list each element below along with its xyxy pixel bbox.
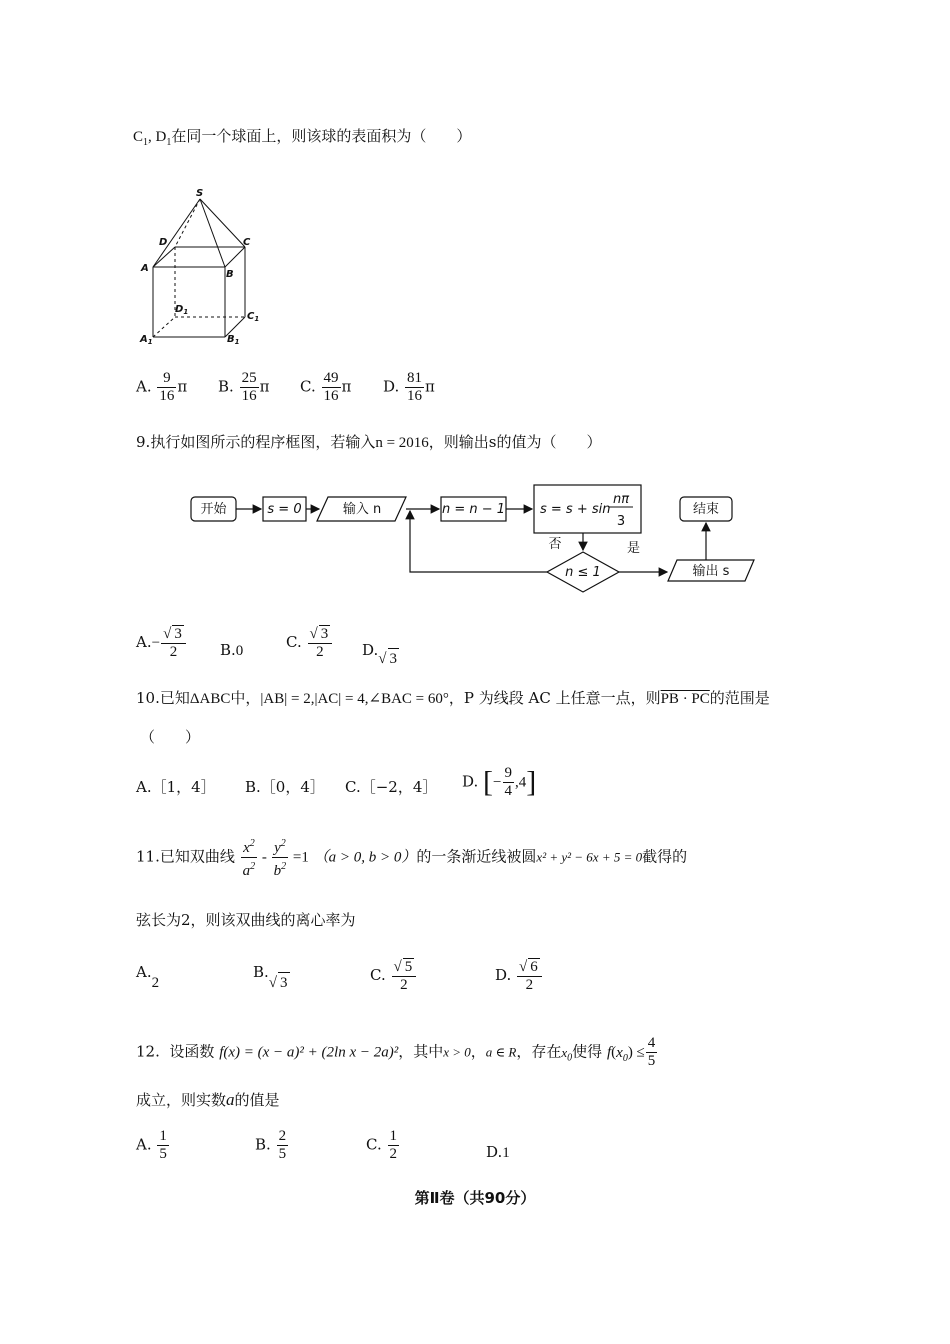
q10-paren: （ ） — [140, 728, 201, 746]
flow-yes-label: 是 — [627, 541, 641, 556]
label-a1: $A_1$ — [140, 334, 153, 346]
label-s: S — [196, 188, 204, 199]
flow-init: s = 0 — [267, 502, 302, 517]
q11-stem-line2: 弦长为2，则该双曲线的离心率为 — [136, 911, 356, 929]
q10-option-b: B.［0，4］ — [245, 778, 325, 796]
q11-option-c: C. $\frac{√ 5}{2}$ — [370, 958, 417, 994]
q8-prism-figure — [135, 185, 265, 350]
q8-option-b: B. $\frac{25}{16}$ π — [218, 370, 270, 404]
label-b1: $B_1$ — [227, 334, 240, 346]
q8-option-d: D. $\frac{81}{16}$ π — [383, 370, 435, 404]
label-c1: $C_1$ — [247, 311, 260, 323]
q10-option-c: C.［−2，4］ — [345, 778, 438, 796]
q12-option-a: A. $\frac{1}{5}$ — [136, 1128, 167, 1162]
section-heading: 第Ⅱ卷（共90分） — [414, 1189, 536, 1207]
q10-option-d: D. [− $\frac{9}{4}$ ,4] — [462, 765, 537, 799]
q9-option-d: D.√ 3 — [362, 641, 397, 667]
q12-option-d: D.1 — [486, 1143, 510, 1161]
flow-input: 输入 n — [342, 502, 382, 517]
q8-stem — [133, 126, 471, 153]
q11-option-d: D. $\frac{√ 6}{2}$ — [495, 958, 543, 994]
flow-output: 输出 s — [692, 564, 730, 579]
q8-option-c: C. $\frac{49}{16}$ π — [300, 370, 352, 404]
q11-option-a: A.2 — [136, 963, 160, 991]
q12-stem: 12. 设函数 f(x) = (x − a)² + (2ln x − 2a)²，其中x > 0，a ∈ R，存在$x_0$使得 $f(x_0)$ ≤ $\frac{4}{5}$ — [136, 1035, 656, 1069]
flow-update-num: nπ — [612, 492, 630, 507]
q9-option-a: A.− $\frac{√ 3}{2}$ — [136, 625, 187, 661]
q11-stem: 11.已知双曲线 $\frac{x^2}{a^2}$ - $\frac{y^2}{b^2}$ =1 （a > 0, b > 0）的一条渐近线被圆x² + y² − 6x + 5 = 0截得的 — [136, 835, 687, 880]
option-label: D. — [383, 377, 400, 396]
q9-stem: 9.执行如图所示的程序框图，若输入n = 2016，则输出s的值为（ ） — [136, 433, 602, 451]
label-b: B — [226, 269, 234, 280]
q12-option-b: B. $\frac{2}{5}$ — [255, 1128, 287, 1162]
q12-option-c: C. $\frac{1}{2}$ — [366, 1128, 397, 1162]
option-label: A. — [136, 377, 152, 396]
q8-option-a: A. $\frac{9}{16}$ π — [136, 370, 188, 404]
option-label: B. — [218, 377, 234, 396]
q11-option-b: B.√ 3 — [253, 963, 288, 991]
q12-stem-line2: 成立，则实数a的值是 — [136, 1090, 280, 1109]
label-c: C — [243, 237, 251, 248]
q10-option-a: A.［1，4］ — [136, 778, 216, 796]
flow-start: 开始 — [200, 502, 227, 517]
flow-decrement: n = n − 1 — [441, 502, 506, 517]
option-label: C. — [300, 377, 316, 396]
q10-stem: 10.已知ΔABC中，|AB| = 2,|AC| = 4,∠BAC = 60°，P 为线段 AC 上任意一点，则PB · PC的范围是 — [136, 689, 770, 707]
flow-no-label: 否 — [548, 537, 562, 552]
flow-update-den: 3 — [616, 514, 626, 529]
q8-points: $C_1$, $D_1$ — [133, 129, 172, 148]
q9-option-c: C. $\frac{√ 3}{2}$ — [286, 625, 333, 661]
label-d1: $D_1$ — [175, 304, 189, 316]
q9-option-b: B.0 — [220, 641, 244, 659]
label-a: A — [141, 263, 149, 274]
label-d: D — [159, 237, 168, 248]
flow-end: 结束 — [692, 502, 720, 517]
flow-condition: n ≤ 1 — [565, 565, 601, 580]
q9-flowchart — [185, 480, 765, 605]
flow-update-prefix: s = s + sin — [540, 502, 611, 517]
q8-stem-text: 在同一个球面上，则该球的表面积为（ ） — [171, 127, 472, 145]
